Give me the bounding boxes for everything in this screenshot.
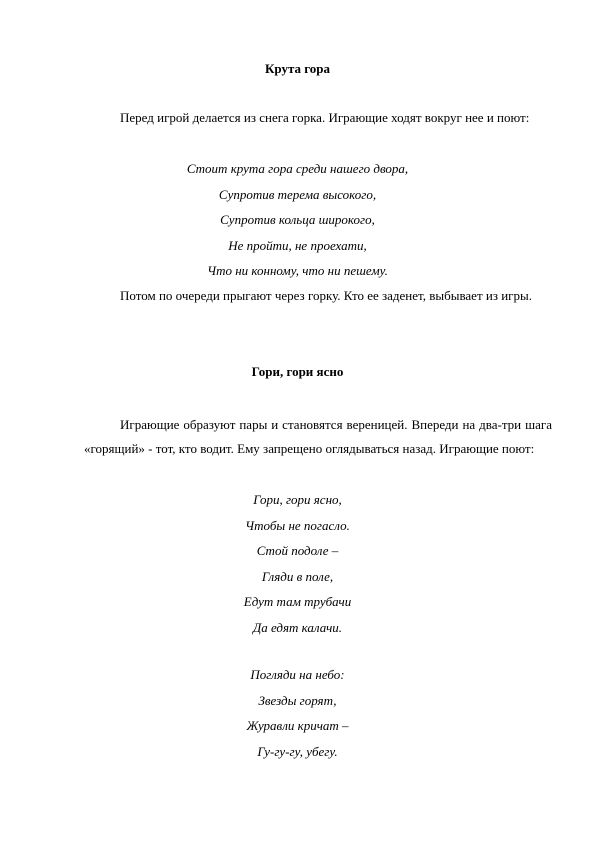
poem-line: Что ни конному, что ни пешему. (207, 263, 388, 278)
poem-line: Супротив терема высокого, (218, 186, 377, 202)
poem-stanza (0, 662, 595, 764)
section-title: Гори, гори ясно (251, 364, 344, 379)
poem-line: Чтобы не погасло. (245, 517, 350, 533)
section-intro: Играющие образуют пары и становятся вереницей. Впереди на два-три шага «горящий» - тот, кто водит. Ему запрещено оглядываться назад. Играющие поют: (84, 417, 552, 456)
poem-line: Стой подоле – (256, 543, 339, 558)
section-title: Крута гора (264, 61, 331, 76)
poem-line: Гляди в поле, (261, 568, 334, 584)
poem-stanza (0, 487, 595, 640)
poem-line: Погляди на небо: (250, 667, 345, 682)
poem-line: Гу-гу-гу, убегу. (257, 743, 338, 759)
poem-line: Супротив кольца широкого, (220, 212, 375, 227)
poem-line: Звезды горят, (258, 692, 337, 708)
poem-line: Гори, гори ясно, (253, 492, 342, 507)
poem-line: Едут там трубачи (243, 594, 352, 609)
poem (0, 156, 595, 284)
poem-line: Не пройти, не проехати, (228, 237, 367, 253)
section-intro: Перед игрой делается из снега горка. Играющие ходят вокруг нее и поют: (120, 110, 530, 125)
section-outro: Потом по очереди прыгают через горку. Кто ее заденет, выбывает из игры. (120, 288, 533, 303)
poem-line: Да едят калачи. (252, 619, 343, 635)
poem-line: Журавли кричат – (246, 718, 349, 733)
poem-line: Стоит крута гора среди нашего двора, (186, 161, 409, 176)
